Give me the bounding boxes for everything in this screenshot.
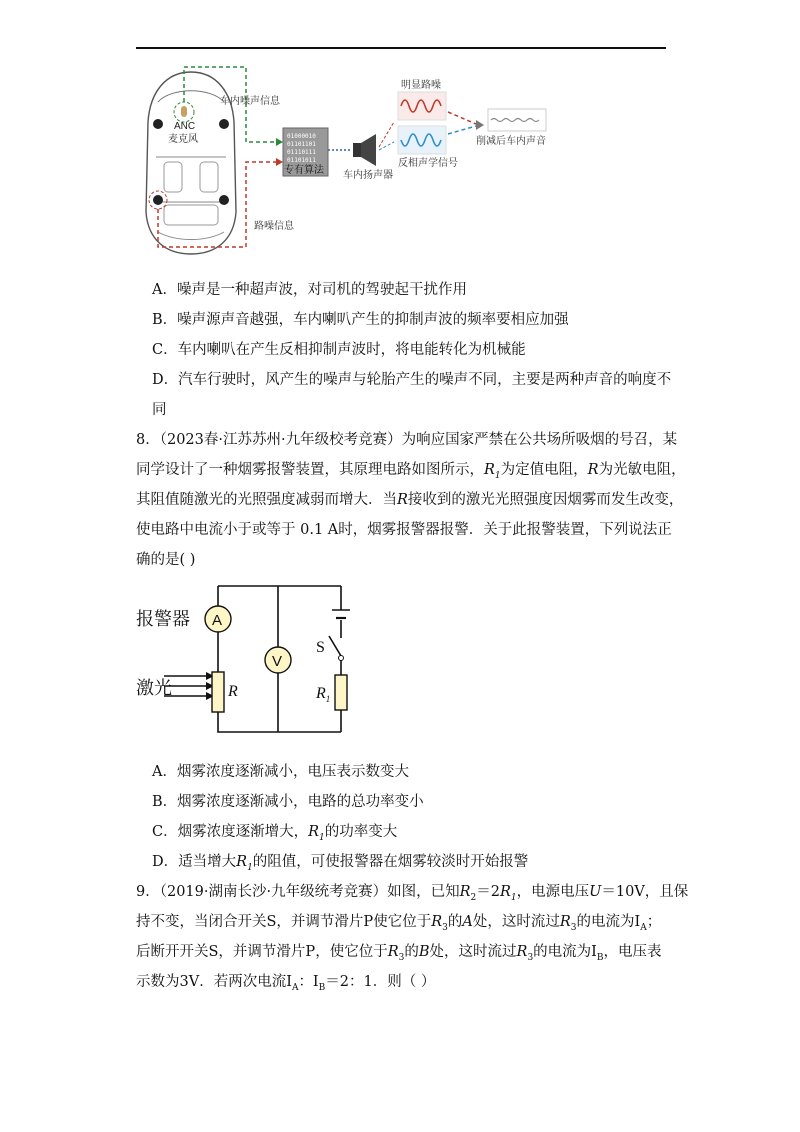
q8-stem-line2: 同学设计了一种烟雾报警装置，其原理电路如图所示，$R_1$为定值电阻，R为光敏电阻， xyxy=(136,462,686,481)
laser-label: 激光 xyxy=(136,678,172,699)
wheel-icon xyxy=(153,119,163,129)
resistor-r1 xyxy=(335,675,347,710)
q8-option-c: C．烟雾浓度逐渐增大，$R_1$的功率变大 xyxy=(152,824,398,843)
switch-label: S xyxy=(316,639,325,656)
road-noise-label: 路噪信息 xyxy=(254,221,294,232)
r-label: R xyxy=(228,683,238,700)
q9-stem-line2: 持不变，当闭合开关S，并调节滑片P使它位于$R_3$的A处，这时流过$R_3$的电流为$I_A$； xyxy=(136,914,662,933)
wheel-icon xyxy=(219,119,229,129)
q8-stem-line3: 其阻值随激光的光照强度减弱而增大．当R接收到的激光光照强度因烟雾而发生改变， xyxy=(136,492,684,508)
svg-text:01101011: 01101011 xyxy=(287,157,316,164)
svg-text:01110111: 01110111 xyxy=(287,149,316,156)
q9-stem-line1: 9．（2019·湖南长沙·九年级统考竞赛）如图，已知$R_2=2R_1$，电源电压U＝10V，且保 xyxy=(136,884,689,903)
speaker-label: 车内扬声器 xyxy=(343,170,393,181)
q7-option-d-line2: 同 xyxy=(152,402,167,418)
anc-diagram xyxy=(136,62,566,262)
q8-stem-line1: 8．（2023春·江苏苏州·九年级校考竞赛）为响应国家严禁在公共场所吸烟的号召，某 xyxy=(136,432,678,448)
ammeter-label: A xyxy=(212,612,223,629)
svg-text:01101101: 01101101 xyxy=(287,141,316,148)
cabin-noise-label: 车内噪声信息 xyxy=(220,96,280,107)
q8-stem-line4: 使电路中电流小于或等于 0.1 A时，烟雾报警器报警．关于此报警装置，下列说法正 xyxy=(136,522,672,538)
reduced-label: 削减后车内声音 xyxy=(476,136,546,147)
q7-option-b: B．噪声源声音越强，车内喇叭产生的抑制声波的频率要相应加强 xyxy=(152,312,569,328)
wheel-icon xyxy=(219,195,229,205)
speaker-icon xyxy=(353,134,376,166)
photoresistor xyxy=(212,672,224,712)
wheel-icon xyxy=(153,195,163,205)
q8-stem-line5: 确的是( ) xyxy=(136,552,196,568)
algorithm-label: 专有算法 xyxy=(284,165,324,176)
alarm-label: 报警器 xyxy=(136,609,190,630)
mic-label: 麦克风 xyxy=(168,134,198,145)
q9-stem-line4: 示数为3V．若两次电流$I_A$：$I_B=2$：1．则（ ） xyxy=(136,974,436,993)
obvious-noise-label: 明显路噪 xyxy=(401,80,441,91)
voltmeter-label: V xyxy=(272,653,283,670)
smoke-alarm-circuit xyxy=(136,580,376,740)
r1-label: $R_1$ xyxy=(316,685,331,704)
q8-option-d: D．适当增大$R_1$的阻值，可使报警器在烟雾较淡时开始报警 xyxy=(152,854,529,873)
header-rule xyxy=(136,47,666,49)
anti-phase-label: 反相声学信号 xyxy=(398,158,458,169)
q7-option-a: A．噪声是一种超声波，对司机的驾驶起干扰作用 xyxy=(152,282,467,298)
q7-option-c: C．车内喇叭在产生反相抑制声波时，将电能转化为机械能 xyxy=(152,342,526,358)
svg-text:01000010: 01000010 xyxy=(287,133,316,140)
q9-stem-line3: 后断开开关S，并调节滑片P，使它位于$R_3$的B处，这时流过$R_3$的电流为$I_B$，电压表 xyxy=(136,944,662,963)
q7-option-d-line1: D．汽车行驶时，风产生的噪声与轮胎产生的噪声不同，主要是两种声音的响度不 xyxy=(152,372,672,388)
q8-option-a: A．烟雾浓度逐渐减小，电压表示数变大 xyxy=(152,764,409,780)
anc-label: ANC xyxy=(174,121,196,132)
q8-option-b: B．烟雾浓度逐渐减小，电路的总功率变小 xyxy=(152,794,424,810)
